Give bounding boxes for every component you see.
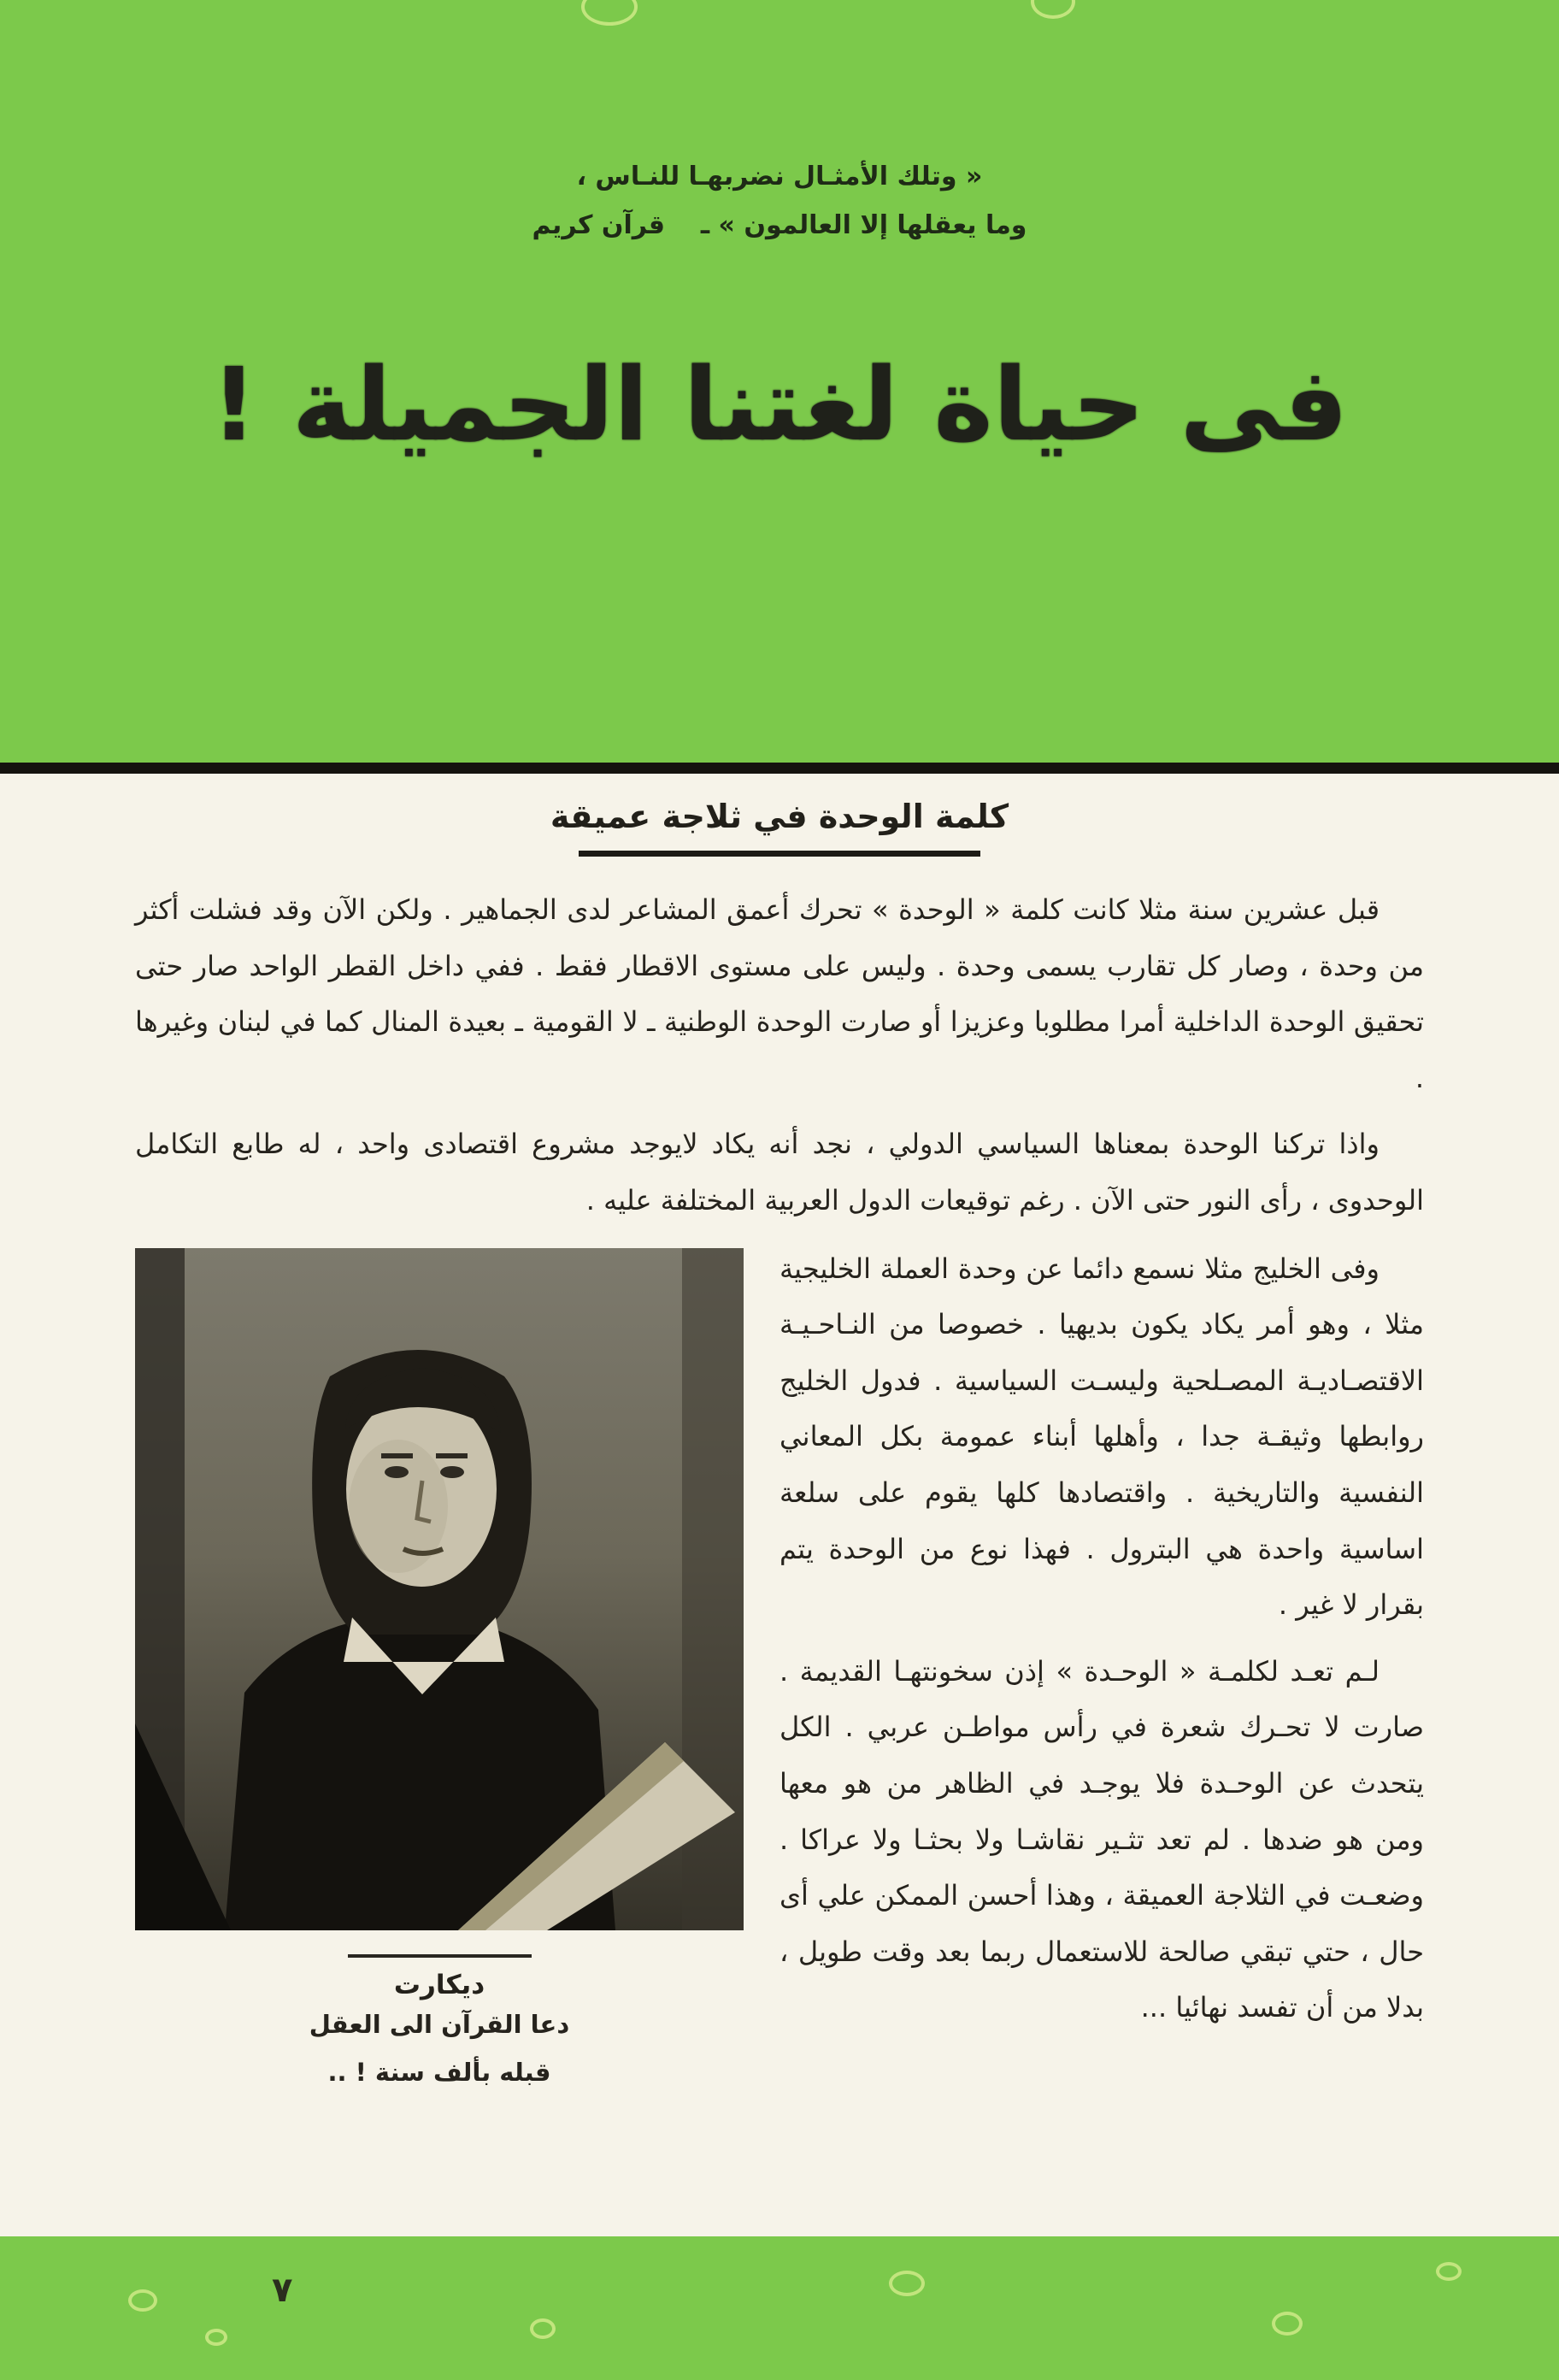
portrait-caption-line-2: قبله بألف سنة ! .. xyxy=(327,2058,551,2088)
section-title: كلمة الوحدة في ثلاجة عميقة xyxy=(550,798,1009,835)
portrait-caption-line-1: دعا القرآن الى العقل xyxy=(309,2009,570,2039)
page-header xyxy=(0,0,1559,763)
scan-mark xyxy=(1436,2262,1462,2281)
intro-paragraph-1: قبل عشرين سنة مثلا كانت كلمة « الوحدة » تحرك أعمق المشاعر لدى الجماهير . ولكن الآن وقد فشلت أكثر من وحدة ، وصار كل تقارب يسمى وحدة . وليس على مستوى الاقطار فقط . ففي داخل القطر الواحد صار حتى تحقيق الوحدة الداخلية أمرا مطلوبا وعزيزا أو صارت الوحدة الوطنية ـ لا القومية ـ بعيدة المنال كما في لبنان وغيرها . xyxy=(135,893,1424,1094)
page-title: فى حياة لغتنا الجميلة ! xyxy=(210,345,1349,463)
scan-mark xyxy=(530,2318,556,2339)
quote-line-1: « وتلك الأمثـال نضربهـا للنـاس ، xyxy=(576,162,983,191)
scan-mark xyxy=(205,2329,227,2346)
figure-and-column xyxy=(135,1241,1424,2088)
scan-mark xyxy=(889,2271,925,2296)
descartes-portrait-image xyxy=(135,1248,744,1930)
article-body xyxy=(0,774,1559,2227)
column-paragraph-2: لـم تعـد لكلمـة « الوحـدة » إذن سخونتهـا القديمة . صارت لا تحـرك شعرة في رأس مواطـن عربي . الكل يتحدث عن الوحـدة فلا يوجـد في الظاهر من هو معها ومن هو ضدها . لم تعد تثـير نقاشـا ولا بحثـا ولا عراكا . وضعـت في الثلاجة العميقة ، وهذا أحسن الممكن علي أى حال ، حتي تبقي صالحة للاستعمال ربما بعد وقت طويل ، بدلا من أن تفسد نهائيا ... xyxy=(780,1654,1424,2024)
column-paragraph-1: وفى الخليج مثلا نسمع دائما عن وحدة العملة الخليجية مثلا ، وهو أمر يكاد يكون بديهيا . خصوصا من النـاحـيـة الاقتصـاديـة المصـلحية وليسـت السياسية . فدول الخليج روابطها وثيقـة جدا ، وأهلها أبناء عمومة بكل المعاني النفسية والتاريخية . واقتصادها كلها يقوم على سلعة اساسية واحدة هي البترول . فهذا نوع من الوحدة يتم بقرار لا غير . xyxy=(780,1252,1424,1622)
caption-rule xyxy=(348,1954,532,1958)
section-title-rule xyxy=(579,851,980,857)
intro-paragraph-2: واذا تركنا الوحدة بمعناها السياسي الدولي ، نجد أنه يكاد لايوجد مشروع اقتصادى واحد ، له طابع التكامل الوحدوى ، رأى النور حتى الآن . رغم توقيعات الدول العربية المختلفة عليه . xyxy=(135,1128,1424,1217)
portrait-figure xyxy=(135,1248,744,2097)
scan-mark xyxy=(128,2289,157,2312)
header-divider xyxy=(0,763,1559,774)
page-footer xyxy=(0,2236,1559,2380)
portrait-caption-name: ديكارت xyxy=(393,1969,485,2000)
quote-line-2: وما يعقلها إلا العالمون » ـ قرآن كريم xyxy=(532,210,1027,240)
portrait-caption xyxy=(135,1970,744,2097)
scan-mark xyxy=(1272,2312,1303,2336)
page-number: ٧ xyxy=(272,2271,293,2310)
quran-quote xyxy=(0,0,1559,250)
